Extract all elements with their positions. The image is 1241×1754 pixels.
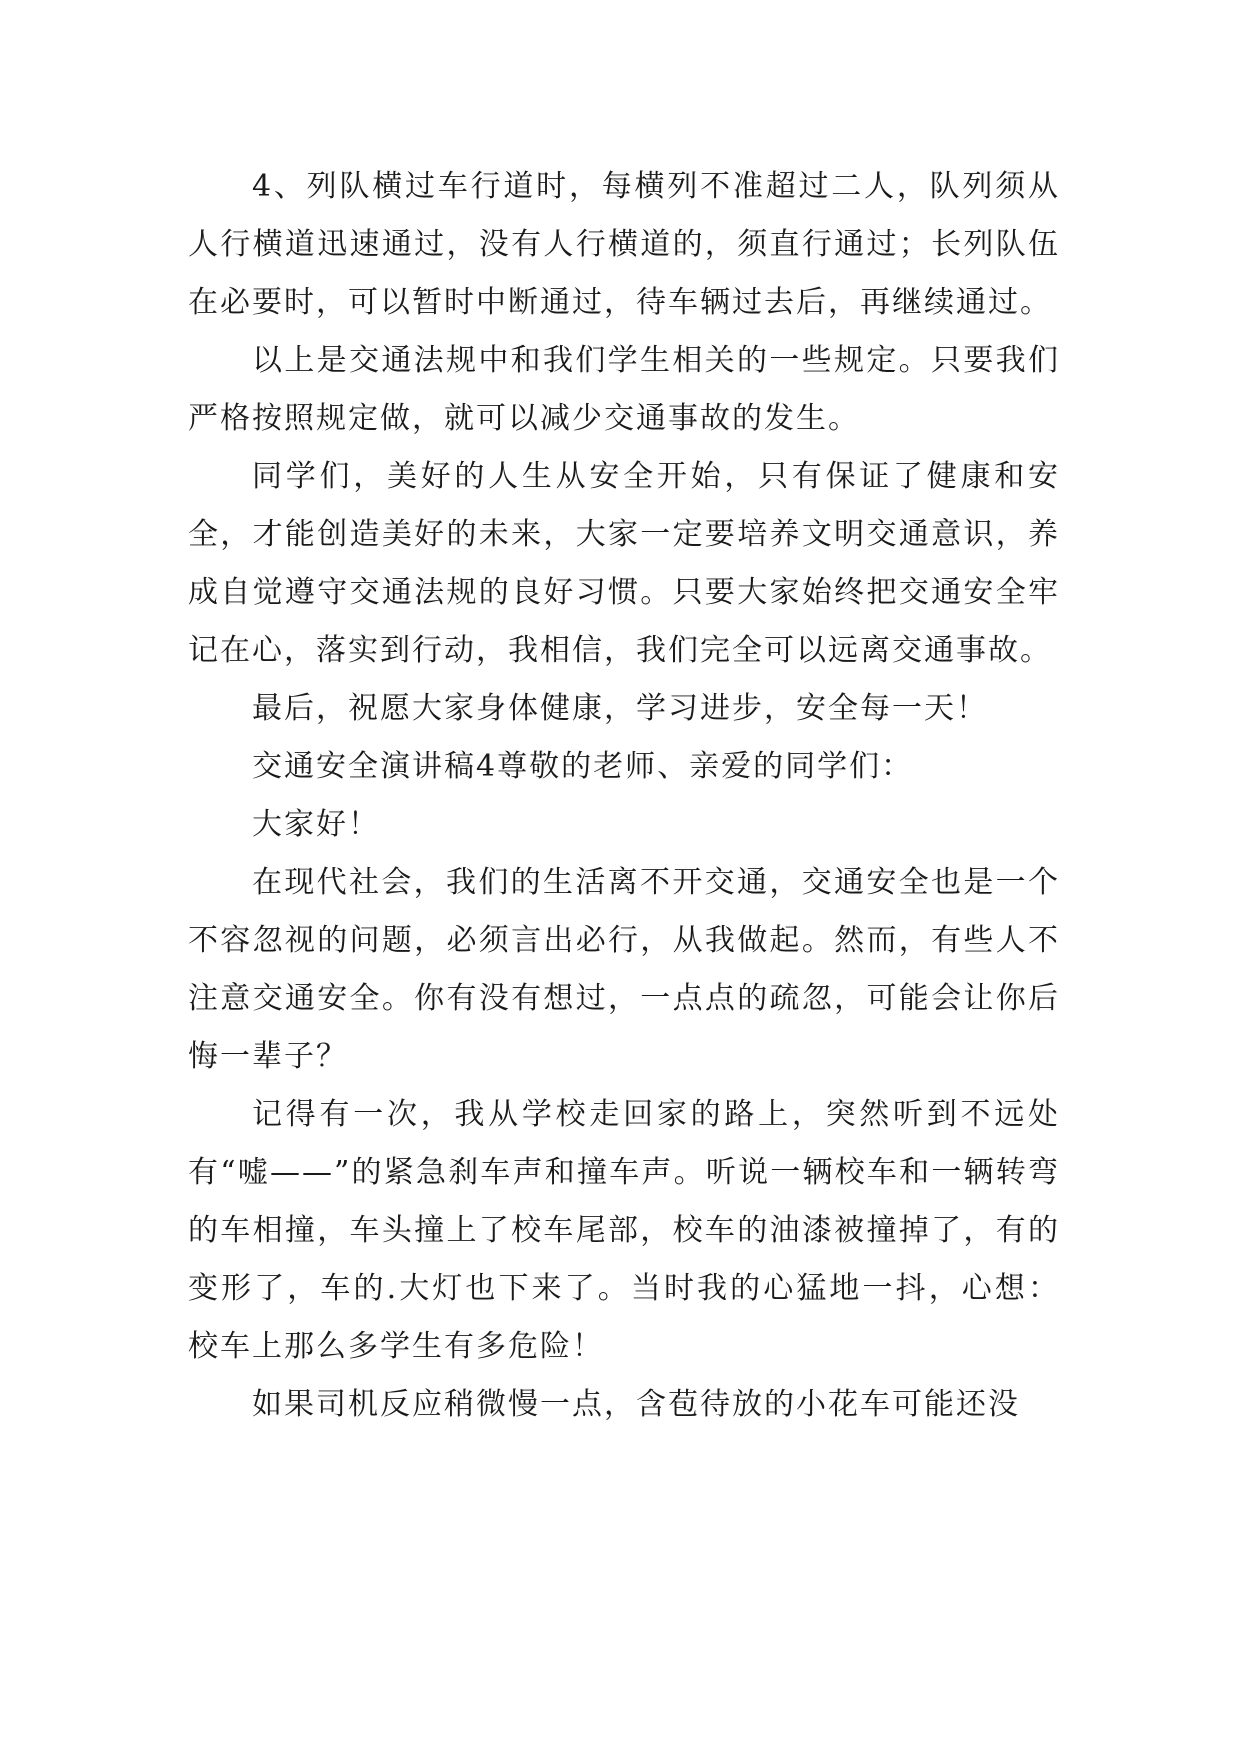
paragraph-intro: 在现代社会，我们的生活离不开交通，交通安全也是一个不容忽视的问题，必须言出必行，从我做起。然而，有些人不注意交通安全。你有没有想过，一点点的疏忽，可能会让你后悔一辈子？: [188, 865, 1060, 1074]
paragraph-greeting: 大家好！: [252, 807, 380, 842]
document-body: [188, 158, 1060, 1434]
paragraph-continuation: 如果司机反应稍微慢一点，含苞待放的小花车可能还没: [252, 1387, 1020, 1422]
paragraph-story: 记得有一次，我从学校走回家的路上，突然听到不远处有“嘘——”的紧急刹车声和撞车声。听说一辆校车和一辆转弯的车相撞，车头撞上了校车尾部，校车的油漆被撞掉了，有的变形了，车的.大灯也下来了。当时我的心猛地一抖，心想：校车上那么多学生有多危险！: [188, 1097, 1060, 1364]
paragraph-summary: 以上是交通法规中和我们学生相关的一些规定。只要我们严格按照规定做，就可以减少交通事故的发生。: [188, 343, 1060, 436]
paragraph-rule-4: 4、列队横过车行道时，每横列不准超过二人，队列须从人行横道迅速通过，没有人行横道的，须直行通过；长列队伍在必要时，可以暂时中断通过，待车辆过去后，再继续通过。: [188, 169, 1060, 320]
paragraph-closing-wish: 最后，祝愿大家身体健康，学习进步，安全每一天！: [252, 691, 988, 726]
paragraph-appeal: 同学们，美好的人生从安全开始，只有保证了健康和安全，才能创造美好的未来，大家一定要培养文明交通意识，养成自觉遵守交通法规的良好习惯。只要大家始终把交通安全牢记在心，落实到行动，我相信，我们完全可以远离交通事故。: [188, 459, 1060, 668]
paragraph-speech-4-heading: 交通安全演讲稿4尊敬的老师、亲爱的同学们：: [252, 749, 914, 784]
